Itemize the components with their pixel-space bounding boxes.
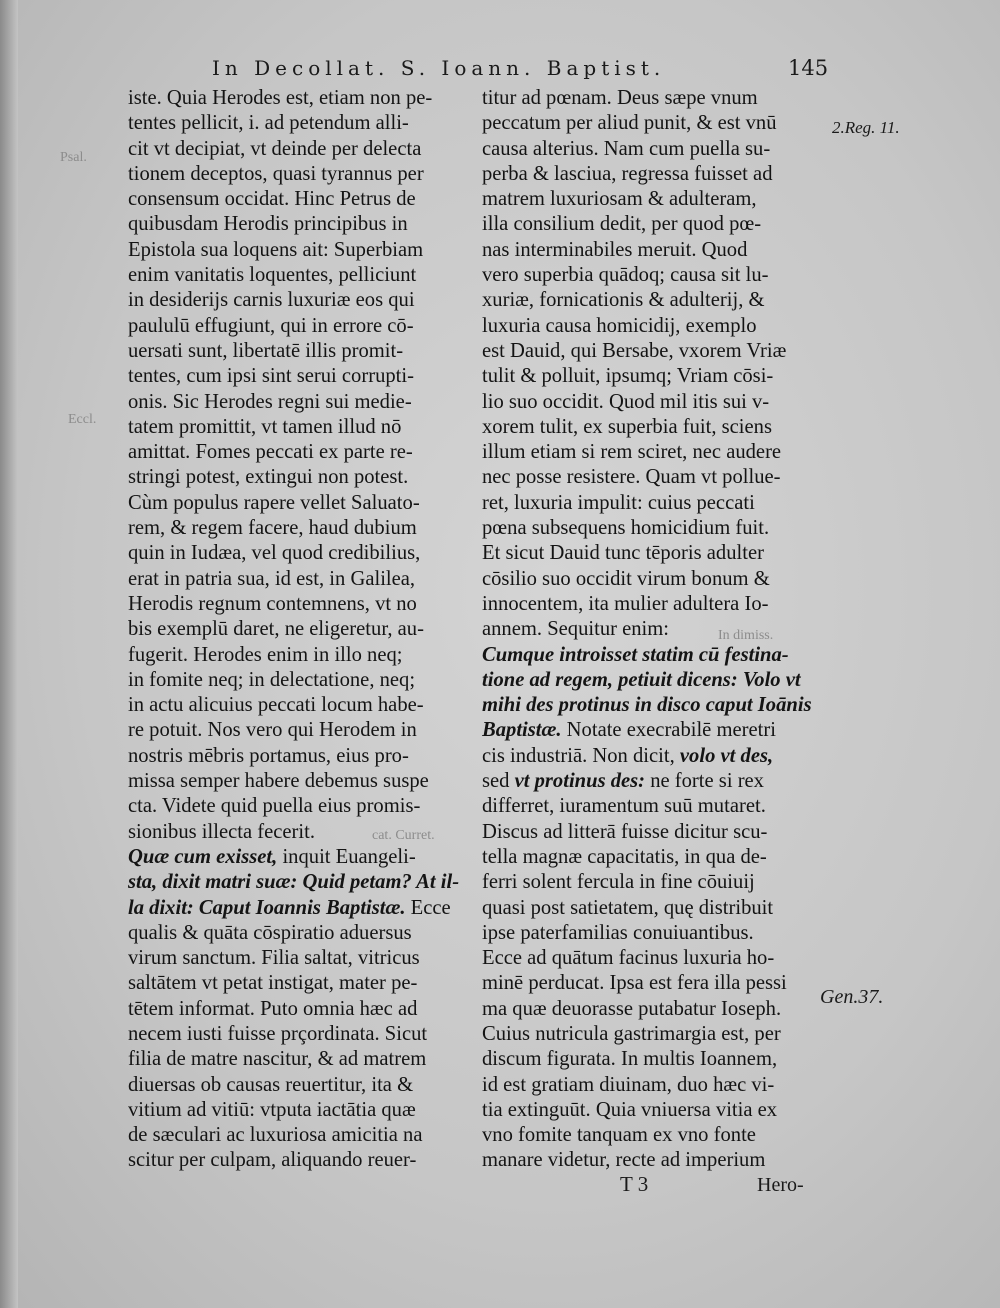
- text-line: de sæculari ac luxuriosa amicitia na: [128, 1124, 423, 1147]
- text-line: tionem deceptos, quasi tyrannus per: [128, 162, 424, 185]
- text-line: Herodis regnum contemnens, vt no: [128, 592, 417, 615]
- left-column-lines-b: [128, 921, 462, 1174]
- text-line: manare videtur, recte ad imperium: [482, 1149, 766, 1172]
- text-line: [128, 845, 462, 870]
- right-column-lines-b: [482, 794, 818, 1173]
- page-number: 145: [788, 56, 829, 80]
- text-line: vitium ad vitiū: vtputa iactātia quæ: [128, 1098, 416, 1121]
- text-line: qualis & quāta cōspiratio aduersus: [128, 921, 412, 944]
- text-line: tella magnæ capacitatis, in qua de-: [482, 845, 767, 868]
- text-line: diuersas ob causas reuertitur, ita &: [128, 1073, 414, 1096]
- bleed-through-note: Eccl.: [68, 412, 97, 427]
- text-line: differret, iuramentum suū mutaret.: [482, 795, 766, 818]
- italic-quote-line: mihi des protinus in disco caput Ioānis: [482, 694, 812, 717]
- left-column-lines: [128, 86, 462, 845]
- text-line: iste. Quia Herodes est, etiam non pe-: [128, 87, 433, 109]
- text-line: tatem promittit, vt tamen illud nō: [128, 415, 402, 438]
- text-run: Ecce: [405, 896, 451, 919]
- italic-quote-line: sta, dixit matri suæ: Quid petam? At il-: [128, 871, 460, 894]
- text-line: vero superbia quādoq; causa sit lu-: [482, 264, 769, 287]
- text-line: cta. Videte quid puella eius promis-: [128, 795, 421, 818]
- text-line: fugerit. Herodes enim in illo neq;: [128, 643, 403, 666]
- text-line: minē perducat. Ipsa est fera illa pessi: [482, 972, 787, 995]
- text-line: matrem luxuriosam & adulteram,: [482, 188, 757, 211]
- text-line: tulit & polluit, ipsumq; Vriam cōsi-: [482, 365, 774, 388]
- text-line: ma quæ deuorasse putabatur Ioseph.: [482, 997, 782, 1020]
- text-line: consensum occidat. Hinc Petrus de: [128, 188, 416, 211]
- text-line: onis. Sic Herodes regni sui medie-: [128, 390, 412, 413]
- text-line: id est gratiam diuinam, duo hæc vi-: [482, 1073, 775, 1096]
- text-line: peccatum per aliud punit, & est vnū: [482, 112, 777, 135]
- text-line: [482, 744, 818, 769]
- margin-reference: Gen.37.: [820, 986, 884, 1008]
- text-line: saltātem vt petat instigat, mater pe-: [128, 972, 418, 995]
- text-line: quin in Iudæa, vel quod credibilius,: [128, 542, 421, 565]
- text-line: nostris mēbris portamus, eius pro-: [128, 744, 409, 767]
- italic-quote: vt protinus des:: [509, 770, 646, 793]
- text-line: titur ad pœnam. Deus sæpe vnum: [482, 87, 758, 109]
- italic-quote-line: tione ad regem, petiuit dicens: Volo vt: [482, 668, 801, 691]
- text-line: causa alterius. Nam cum puella su-: [482, 137, 771, 160]
- text-line: cōsilio suo occidit virum bonum &: [482, 567, 770, 590]
- text-line: re potuit. Nos vero qui Herodem in: [128, 719, 417, 742]
- text-line: Discus ad litterā fuisse dicitur scu-: [482, 820, 768, 843]
- text-line: annem. Sequitur enim:: [482, 618, 670, 641]
- text-run: ne forte si rex: [645, 770, 764, 793]
- text-line: erat in patria sua, id est, in Galilea,: [128, 567, 416, 590]
- text-run: cis industriā. Non dicit,: [482, 744, 675, 767]
- right-text-column: [482, 86, 818, 1174]
- italic-quote-line: Cumque introisset statim cū festina-: [482, 643, 789, 666]
- bleed-through-note: cat. Curret.: [372, 828, 435, 843]
- signature-mark: T 3: [620, 1172, 649, 1196]
- text-line: vno fomite tanquam ex vno fonte: [482, 1124, 756, 1147]
- margin-reference: 2.Reg. 11.: [832, 118, 900, 137]
- text-line: discum figurata. In multis Ioannem,: [482, 1048, 778, 1071]
- left-text-column: [128, 86, 462, 1174]
- text-line: bis exemplū daret, ne eligeretur, au-: [128, 618, 424, 641]
- text-line: ret, luxuria impulit: cuius peccati: [482, 491, 755, 514]
- italic-quote: la dixit: Caput Ioannis Baptistæ.: [128, 896, 406, 919]
- text-line: tētem informat. Puto omnia hæc ad: [128, 997, 418, 1020]
- text-line: nec posse resistere. Quam vt pollue-: [482, 466, 781, 489]
- text-line: ipse paterfamilias conuiuantibus.: [482, 921, 754, 944]
- text-line: missa semper habere debemus suspe: [128, 770, 429, 793]
- text-line: lio suo occidit. Quod mil itis sui v-: [482, 390, 770, 413]
- running-title: In Decollat. S. Ioann. Baptist.: [212, 56, 666, 80]
- text-line: virum sanctum. Filia saltat, vitricus: [128, 947, 420, 970]
- text-line: Epistola sua loquens ait: Superbiam: [128, 238, 424, 261]
- text-line: enim vanitatis loquentes, pelliciunt: [128, 264, 417, 287]
- bleed-through-note: In dimiss.: [718, 628, 774, 643]
- text-line: illum etiam si rem sciret, nec audere: [482, 441, 782, 464]
- page-edge-shadow: [0, 0, 18, 1308]
- text-line: xorem tulit, ex superbia fuit, sciens: [482, 415, 772, 438]
- text-line: necem iusti fuisse prçordinata. Sicut: [128, 1022, 428, 1045]
- text-line: nas interminabiles meruit. Quod: [482, 238, 748, 261]
- text-run: Notate execrabilē meretri: [561, 719, 776, 742]
- text-run: inquit Euangeli-: [277, 845, 416, 868]
- text-line: uersati sunt, libertatē illis promit-: [128, 339, 404, 362]
- text-line: est Dauid, qui Bersabe, vxorem Vriæ: [482, 339, 787, 362]
- text-line: scitur per culpam, aliquando reuer-: [128, 1149, 417, 1172]
- text-line: tentes, cum ipsi sint serui corrupti-: [128, 365, 414, 388]
- text-line: [482, 769, 818, 794]
- text-line: quasi post satietatem, quę distribuit: [482, 896, 774, 919]
- text-line: sionibus illecta fecerit.: [128, 820, 315, 843]
- text-line: cit vt decipiat, vt deinde per delecta: [128, 137, 422, 160]
- text-line: Cuius nutricula gastrimargia est, per: [482, 1022, 781, 1045]
- text-line: [482, 718, 818, 743]
- text-line: in fomite neq; in delectatione, neq;: [128, 668, 416, 691]
- text-line: [128, 896, 462, 921]
- italic-quote: Baptistæ.: [482, 719, 562, 742]
- text-line: Et sicut Dauid tunc tēporis adulter: [482, 542, 764, 565]
- text-run: sed: [482, 770, 510, 793]
- right-column-lines: [482, 86, 818, 643]
- text-line: amittat. Fomes peccati ex parte re-: [128, 441, 413, 464]
- text-line: perba & lasciua, regressa fuisset ad: [482, 162, 773, 185]
- catchword: Hero-: [757, 1174, 804, 1196]
- text-line: in desiderijs carnis luxuriæ eos qui: [128, 289, 415, 312]
- text-line: ferri solent fercula in fine cōuiuij: [482, 871, 755, 894]
- text-line: in actu alicuius peccati locum habe-: [128, 694, 424, 717]
- text-line: tentes pellicit, i. ad petendum alli-: [128, 112, 409, 135]
- text-line: xuriæ, fornicationis & adulterij, &: [482, 289, 765, 312]
- text-line: Cùm populus rapere vellet Saluato-: [128, 491, 420, 514]
- text-line: luxuria causa homicidij, exemplo: [482, 314, 757, 337]
- text-line: paululū effugiunt, qui in errore cō-: [128, 314, 414, 337]
- text-line: quibusdam Herodis principibus in: [128, 213, 408, 236]
- text-line: tia extinguūt. Quia vniuersa vitia ex: [482, 1098, 778, 1121]
- text-line: innocentem, ita mulier adultera Io-: [482, 592, 769, 615]
- italic-quote: volo vt des,: [674, 744, 774, 767]
- text-line: filia de matre nascitur, & ad matrem: [128, 1048, 427, 1071]
- bleed-through-note: Psal.: [60, 150, 87, 165]
- text-line: Ecce ad quātum facinus luxuria ho-: [482, 947, 775, 970]
- text-line: pœna subsequens homicidium fuit.: [482, 517, 770, 540]
- italic-quote: Quæ cum exisset,: [128, 845, 278, 868]
- text-line: illa consilium dedit, per quod pœ-: [482, 213, 762, 236]
- text-line: stringi potest, extingui non potest.: [128, 466, 409, 489]
- text-line: rem, & regem facere, haud dubium: [128, 517, 417, 540]
